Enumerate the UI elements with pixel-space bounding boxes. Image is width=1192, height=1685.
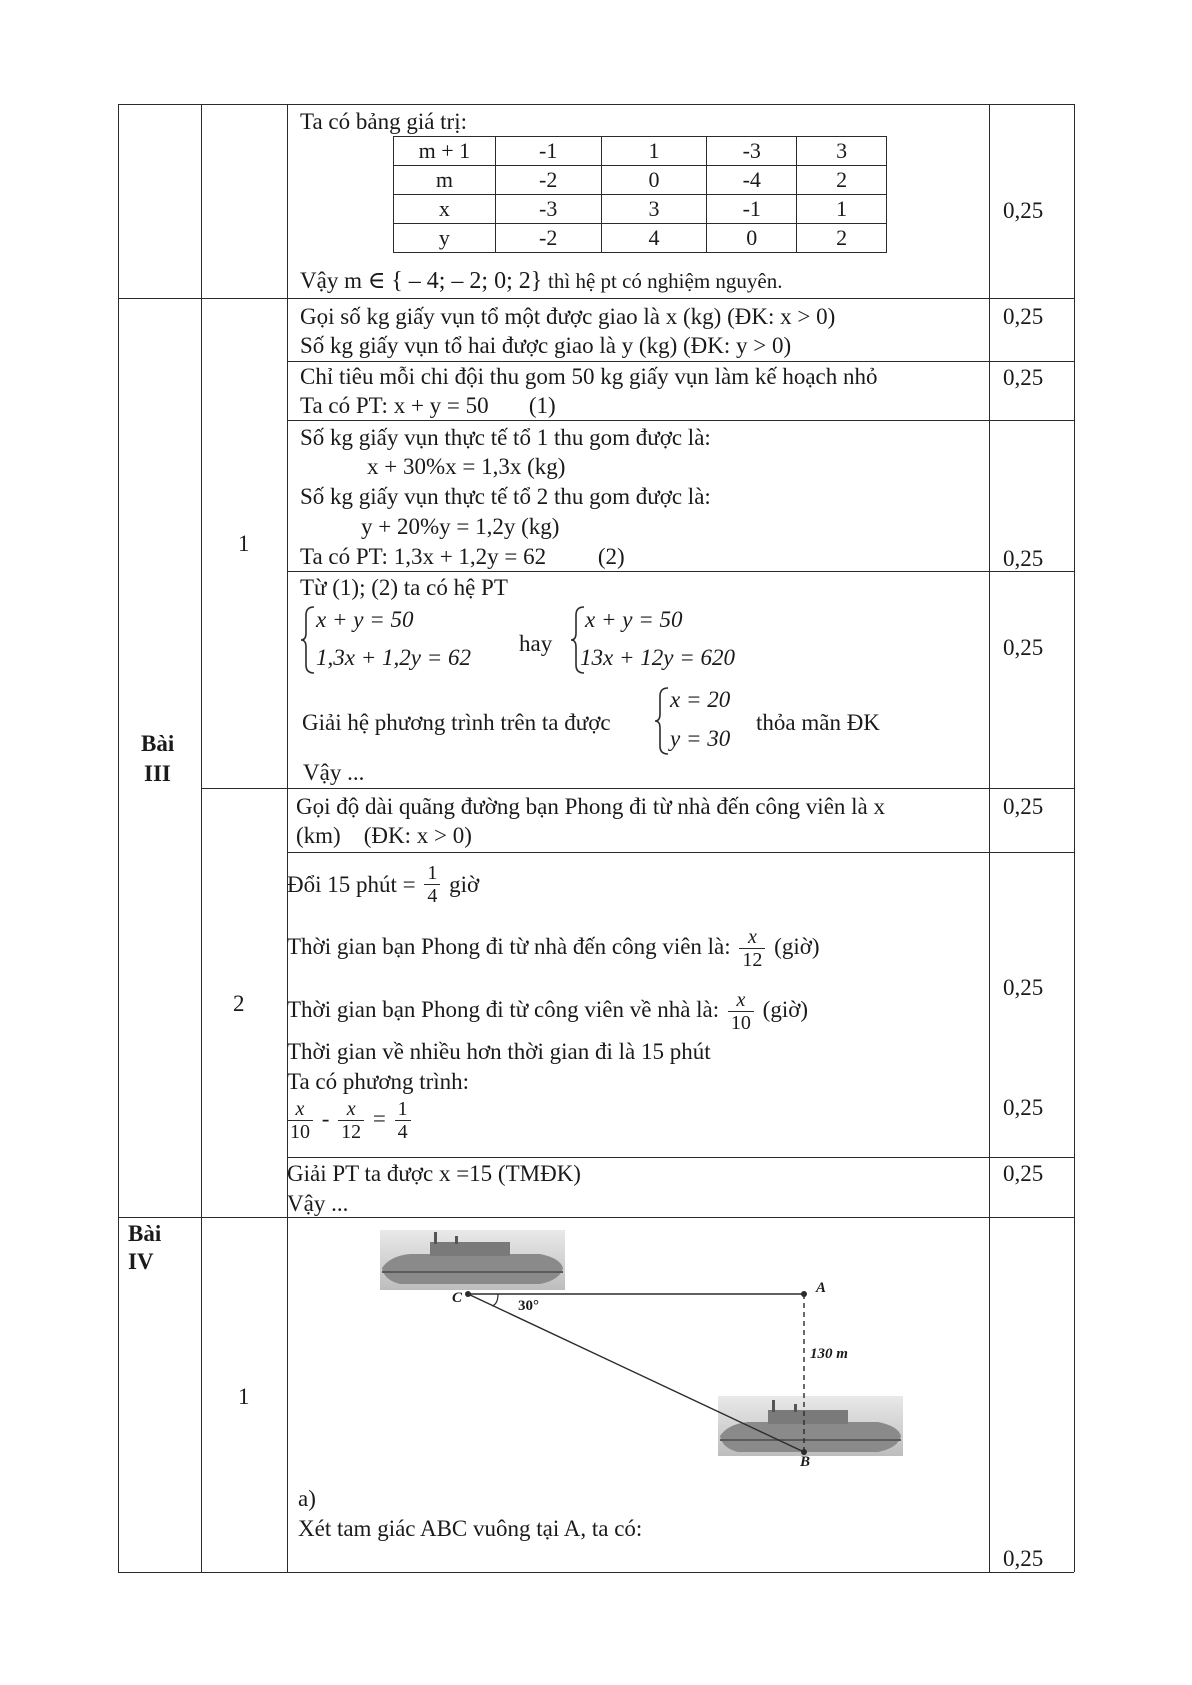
score: 0,25 — [1003, 794, 1044, 819]
text-line: (km) (ĐK: x > 0) — [296, 823, 472, 848]
table-cell: 2 — [797, 166, 887, 195]
text-line: Gọi số kg giấy vụn tổ một được giao là x (kg) (ĐK: x > 0) — [300, 304, 836, 329]
grid-line — [287, 420, 1074, 421]
table-cell: 1 — [797, 195, 887, 224]
table-cell: -3 — [707, 137, 797, 166]
numerator: 1 — [395, 1098, 411, 1121]
conclusion-set: { – 4; – 2; 0; 2} — [391, 268, 543, 294]
text-line: y + 20%y = 1,2y (kg) — [361, 514, 560, 539]
numerator: x — [287, 1098, 313, 1121]
text-line: Vậy ... — [287, 1191, 349, 1216]
grid-line — [287, 361, 1074, 362]
grid-line — [118, 104, 1074, 105]
text-line: Giải PT ta được x =15 (TMĐK) — [287, 1161, 581, 1186]
score: 0,25 — [1003, 635, 1044, 660]
text-line: Ta có phương trình: — [287, 1069, 470, 1094]
conclusion-suffix: thì hệ pt có nghiệm nguyên. — [548, 269, 783, 293]
table-row — [394, 224, 887, 253]
denominator: 10 — [290, 1121, 310, 1143]
equation: y = 30 — [670, 726, 731, 751]
part-number: 2 — [233, 991, 245, 1016]
grid-line — [287, 104, 288, 1572]
denominator: 10 — [730, 1012, 751, 1034]
table-cell: 0 — [601, 166, 707, 195]
text-word: hay — [519, 631, 553, 656]
fraction — [287, 1098, 313, 1143]
score: 0,25 — [1003, 198, 1044, 223]
text-line: Thời gian bạn Phong đi từ nhà đến công viên là: — [287, 933, 731, 959]
equation: x + y = 50 — [585, 607, 683, 632]
table-row — [394, 137, 887, 166]
grid-line — [118, 298, 1074, 299]
time-line — [287, 989, 808, 1034]
equals-sign: = — [372, 1105, 386, 1131]
score: 0,25 — [1003, 1161, 1044, 1186]
grid-line — [287, 852, 1074, 853]
grid-line — [287, 1157, 1074, 1158]
table-cell: -3 — [495, 195, 601, 224]
score: 0,25 — [1003, 304, 1044, 329]
text-word: Đổi 15 phút = — [287, 871, 416, 897]
equation: x + y = 50 — [316, 607, 414, 632]
table-cell: -2 — [495, 224, 601, 253]
score: 0,25 — [1003, 365, 1044, 390]
fraction — [395, 1098, 411, 1143]
text-line: x + 30%x = 1,3x (kg) — [367, 454, 566, 479]
table-cell: x — [394, 195, 496, 224]
score: 0,25 — [1003, 1095, 1044, 1120]
table-cell: m — [394, 166, 496, 195]
fraction — [728, 989, 754, 1034]
fraction — [739, 926, 765, 971]
grid-line — [118, 104, 119, 1572]
table-cell: -4 — [707, 166, 797, 195]
equation: x = 20 — [670, 687, 731, 712]
table-cell: y — [394, 224, 496, 253]
brace-icon — [654, 686, 670, 756]
brace-icon — [300, 605, 316, 675]
text-line: Vậy ... — [303, 760, 365, 785]
text-line: Số kg giấy vụn tổ hai được giao là y (kg) (ĐK: y > 0) — [300, 333, 792, 358]
equation: 1,3x + 1,2y = 62 — [316, 645, 471, 670]
grid-line — [201, 788, 1074, 789]
angle-label: 30° — [518, 1298, 539, 1314]
table-cell: 4 — [601, 224, 707, 253]
table-cell: 1 — [601, 137, 707, 166]
grid-line — [118, 1217, 1074, 1218]
numerator: 1 — [424, 862, 440, 885]
grid-line — [118, 1572, 1074, 1573]
denominator: 4 — [397, 1121, 408, 1143]
text-line: Thời gian về nhiều hơn thời gian đi là 15 phút — [287, 1039, 711, 1064]
distance-label: 130 m — [810, 1346, 848, 1362]
point-label: C — [452, 1290, 463, 1306]
text-line: Ta có PT: x + y = 50 (1) — [300, 393, 556, 418]
table-cell: 2 — [797, 224, 887, 253]
table-cell: m + 1 — [394, 137, 496, 166]
text-line: Số kg giấy vụn thực tế tổ 1 thu gom được là: — [300, 425, 711, 450]
text-line: Gọi độ dài quãng đường bạn Phong đi từ nhà đến công viên là x — [296, 794, 886, 819]
section-label: Bài — [128, 1221, 162, 1246]
minus-sign: - — [321, 1105, 330, 1131]
table-intro: Ta có bảng giá trị: — [300, 109, 467, 134]
numerator: x — [739, 926, 765, 949]
text-line: Từ (1); (2) ta có hệ PT — [300, 575, 508, 600]
table-cell: -1 — [707, 195, 797, 224]
part-number: 1 — [238, 531, 250, 556]
text-word: giờ — [449, 871, 480, 897]
text-line: Chỉ tiêu mỗi chi đội thu gom 50 kg giấy vụn làm kế hoạch nhỏ — [300, 364, 878, 389]
text-line: a) — [298, 1486, 316, 1511]
point-label: A — [816, 1280, 827, 1296]
submarine-icon — [380, 1230, 565, 1290]
section-number: IV — [128, 1249, 154, 1274]
score: 0,25 — [1003, 975, 1044, 1000]
conclusion-m: Vậy m ∈ { – 4; – 2; 0; 2} thì hệ pt có nghiệm nguyên. — [300, 268, 783, 294]
table-cell: -1 — [495, 137, 601, 166]
text-line: Thời gian bạn Phong đi từ công viên về nhà là: — [287, 996, 720, 1022]
equation: 13x + 12y = 620 — [580, 645, 735, 670]
score: 0,25 — [1003, 546, 1044, 571]
score: 0,25 — [1003, 1546, 1044, 1571]
grid-line — [201, 104, 202, 1572]
text-line: Số kg giấy vụn thực tế tổ 2 thu gom được là: — [300, 484, 711, 509]
text-word: (giờ) — [762, 996, 809, 1022]
denominator: 4 — [427, 885, 438, 907]
value-table — [393, 136, 887, 253]
equation-line — [287, 1098, 414, 1143]
time-line — [287, 926, 820, 971]
table-cell: 0 — [707, 224, 797, 253]
conversion-line — [287, 864, 479, 909]
fraction — [424, 862, 440, 907]
grid-line — [989, 104, 990, 1572]
table-cell: 3 — [797, 137, 887, 166]
fraction — [338, 1098, 364, 1143]
table-cell: -2 — [495, 166, 601, 195]
text-word: thỏa mãn ĐK — [756, 710, 880, 735]
table-row — [394, 195, 887, 224]
conclusion-prefix: Vậy m — [300, 268, 362, 293]
point-label: B — [800, 1454, 811, 1470]
numerator: x — [338, 1098, 364, 1121]
submarine-icon — [718, 1396, 903, 1456]
text-line: Ta có PT: 1,3x + 1,2y = 62 (2) — [300, 544, 625, 569]
grid-line — [1074, 104, 1075, 1572]
table-cell: 3 — [601, 195, 707, 224]
section-number: III — [144, 761, 171, 786]
table-row — [394, 166, 887, 195]
grid-line — [287, 571, 1074, 572]
denominator: 12 — [742, 949, 763, 971]
numerator: x — [728, 989, 754, 1012]
section-label: Bài — [141, 731, 175, 756]
text-word: (giờ) — [774, 933, 820, 959]
part-number: 1 — [238, 1384, 250, 1409]
denominator: 12 — [341, 1121, 362, 1143]
text-line: Giải hệ phương trình trên ta được — [302, 710, 611, 735]
text-line: Xét tam giác ABC vuông tại A, ta có: — [298, 1516, 643, 1541]
